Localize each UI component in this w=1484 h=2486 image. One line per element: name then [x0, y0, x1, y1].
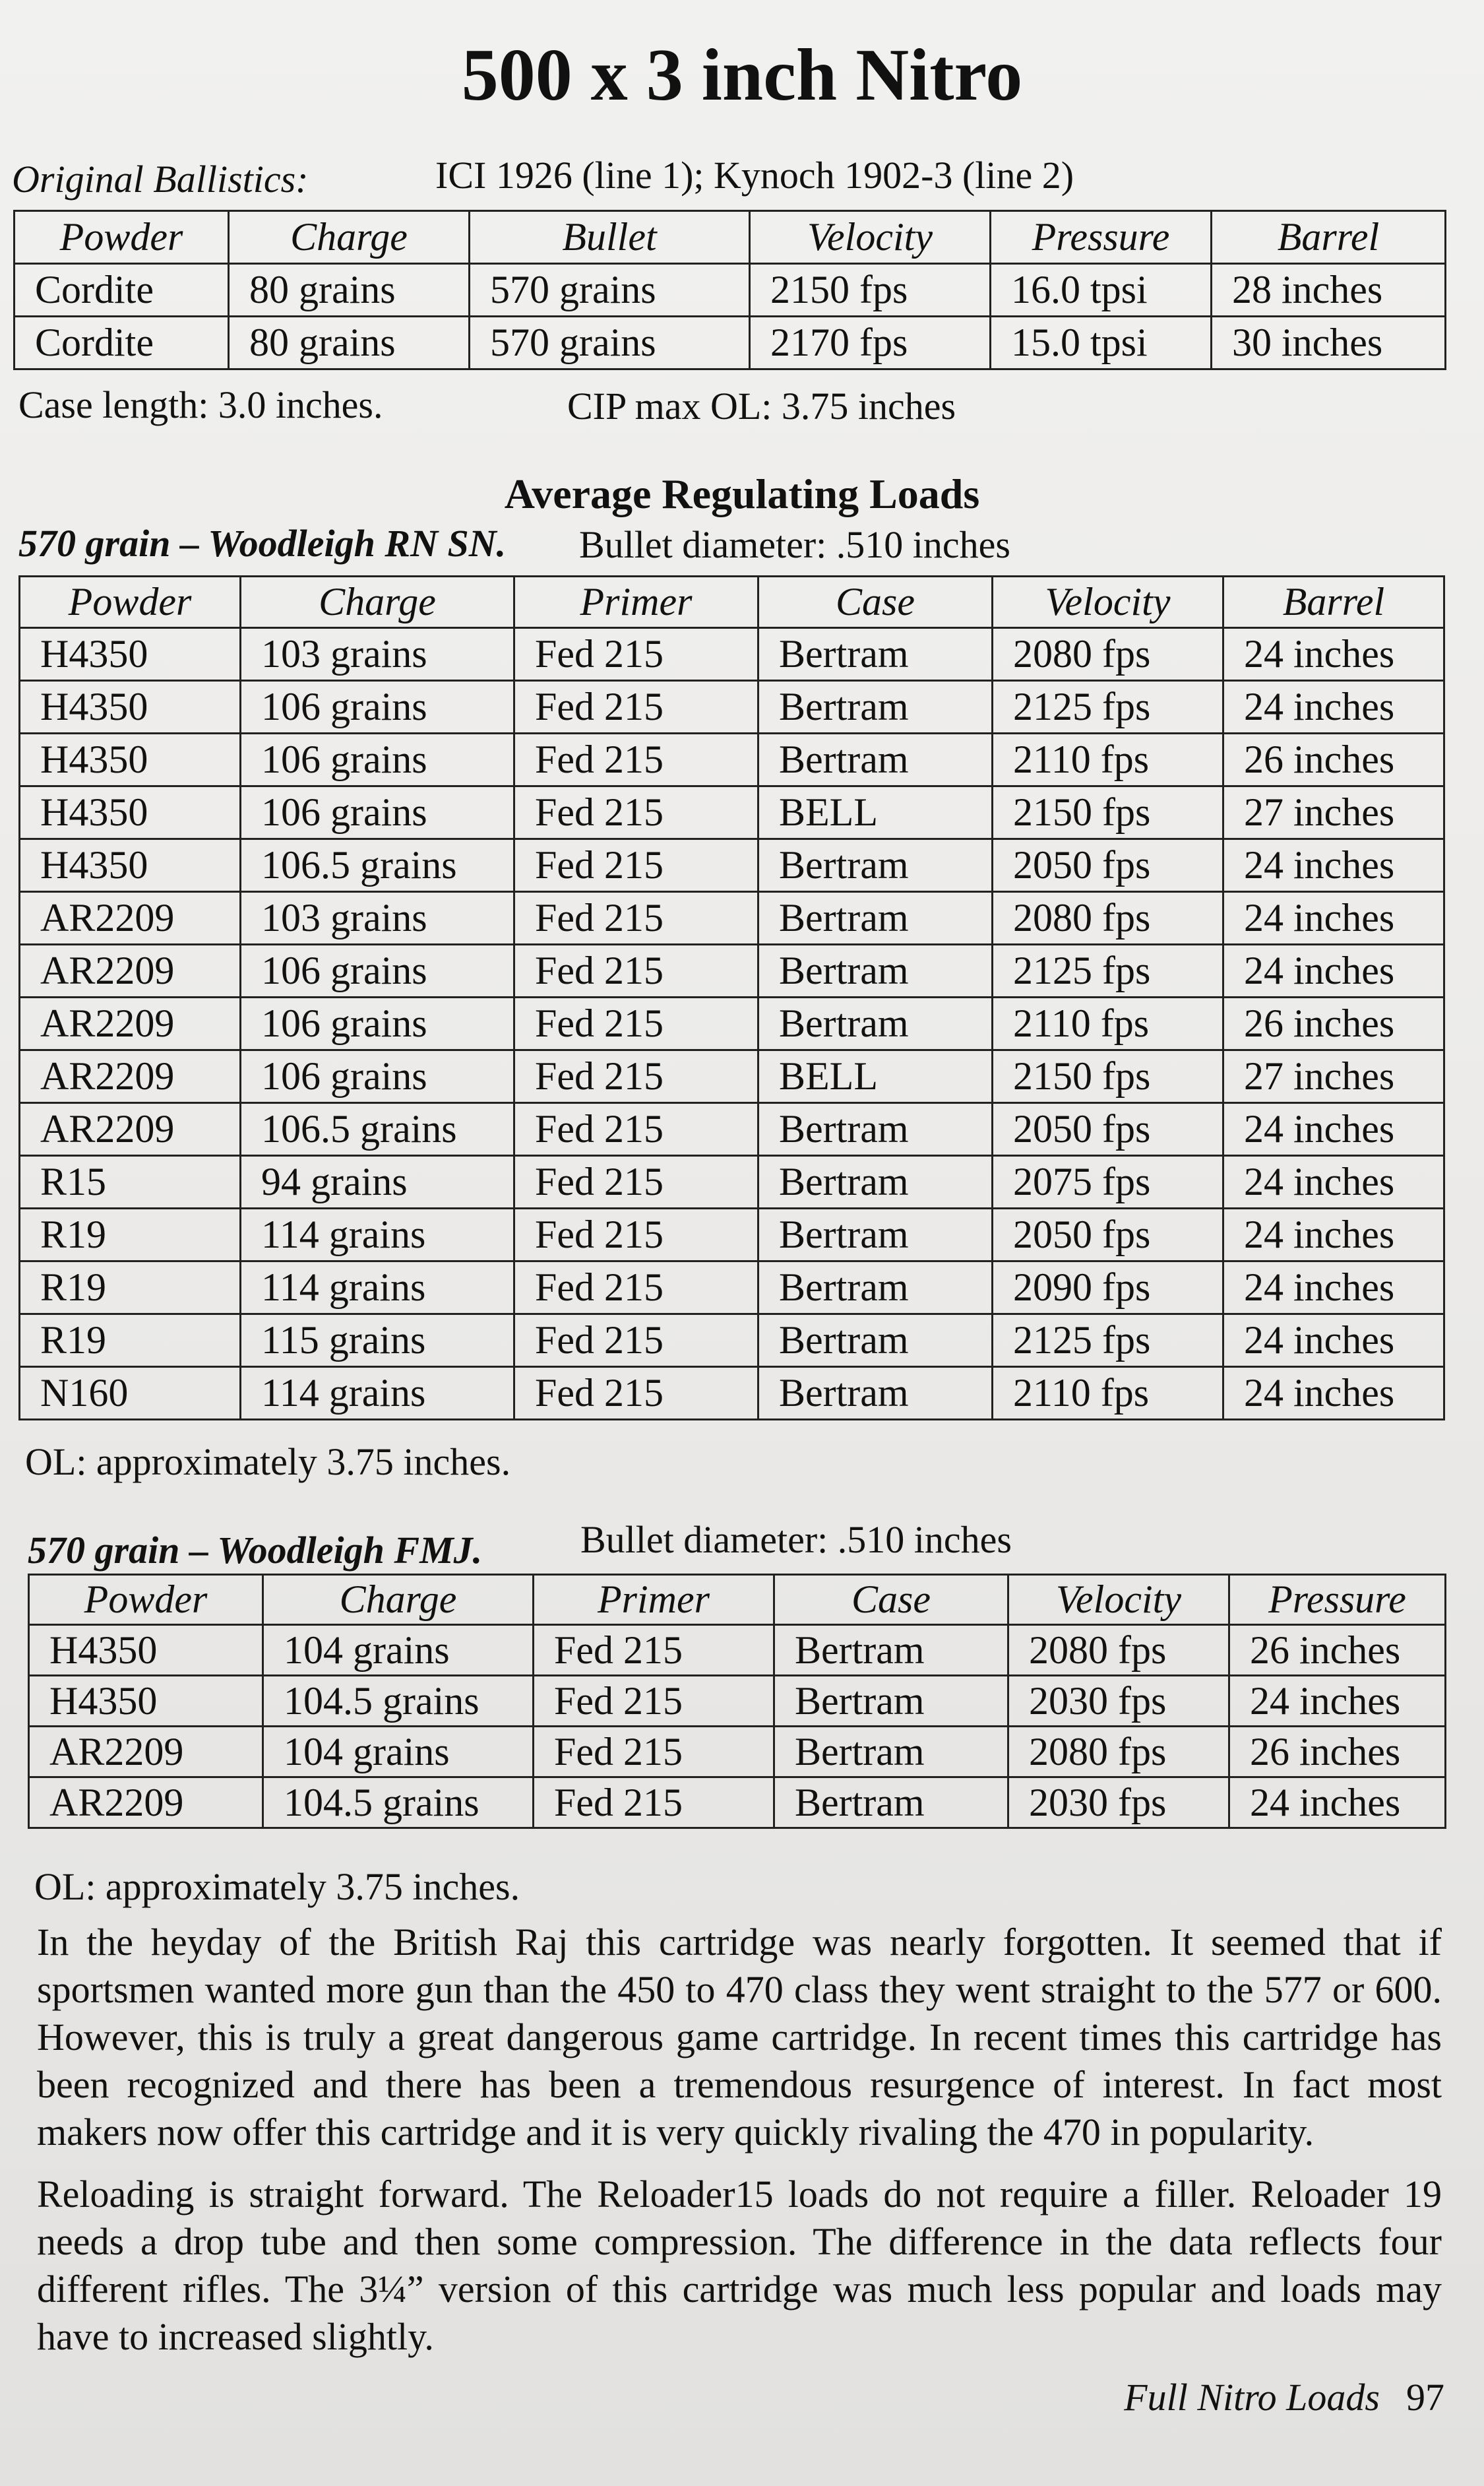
table-cell: Fed 215: [514, 892, 758, 945]
table-row: [20, 1103, 1444, 1156]
table-cell: Bertram: [758, 1314, 993, 1367]
table-cell: Bertram: [758, 734, 993, 786]
table-row: [29, 1676, 1446, 1727]
table-cell: Fed 215: [514, 786, 758, 839]
table-header-row: [15, 211, 1446, 264]
table-cell: AR2209: [20, 998, 241, 1050]
table-cell: AR2209: [29, 1727, 263, 1777]
table-cell: 2030 fps: [1008, 1777, 1229, 1828]
header-cell: Powder: [15, 211, 229, 264]
table-cell: Bertram: [774, 1727, 1008, 1777]
table-row: [20, 1050, 1444, 1103]
table-cell: 106.5 grains: [241, 1103, 514, 1156]
header-cell: Bullet: [470, 211, 750, 264]
table-cell: Fed 215: [534, 1777, 774, 1828]
table-cell: 26 inches: [1223, 734, 1444, 786]
table-cell: H4350: [20, 734, 241, 786]
table-row: [20, 839, 1444, 892]
regulating-loads-heading: Average Regulating Loads: [504, 470, 980, 517]
table-cell: AR2209: [20, 892, 241, 945]
cip-max-note: CIP max OL: 3.75 inches: [567, 385, 956, 428]
header-cell: Velocity: [993, 577, 1223, 628]
table-cell: 94 grains: [241, 1156, 514, 1209]
table-cell: AR2209: [20, 1050, 241, 1103]
header-cell: Velocity: [1008, 1575, 1229, 1625]
fmj-bullet-label: 570 grain – Woodleigh FMJ.: [28, 1529, 483, 1572]
table-row: [15, 264, 1446, 317]
table-cell: Fed 215: [534, 1727, 774, 1777]
table-cell: Fed 215: [514, 1314, 758, 1367]
table-cell: Fed 215: [514, 1050, 758, 1103]
table-cell: 30 inches: [1212, 317, 1446, 369]
table-cell: 106 grains: [241, 786, 514, 839]
table-cell: 24 inches: [1223, 839, 1444, 892]
table-cell: Fed 215: [514, 1261, 758, 1314]
page-title: 500 x 3 inch Nitro: [461, 34, 1023, 116]
table-cell: Fed 215: [514, 1156, 758, 1209]
table-cell: 24 inches: [1223, 1261, 1444, 1314]
header-cell: Velocity: [750, 211, 991, 264]
header-cell: Charge: [241, 577, 514, 628]
table-cell: 80 grains: [229, 317, 470, 369]
table-cell: 104.5 grains: [263, 1777, 534, 1828]
table-cell: Fed 215: [514, 1209, 758, 1261]
table-cell: 24 inches: [1229, 1676, 1446, 1727]
table-cell: R15: [20, 1156, 241, 1209]
table-cell: 2125 fps: [993, 1314, 1223, 1367]
table-row: [20, 998, 1444, 1050]
header-cell: Charge: [229, 211, 470, 264]
fmj-ol-note: OL: approximately 3.75 inches.: [34, 1865, 520, 1908]
table-cell: Fed 215: [514, 681, 758, 734]
header-cell: Powder: [20, 577, 241, 628]
table-cell: H4350: [20, 786, 241, 839]
table-row: [20, 786, 1444, 839]
header-cell: Primer: [534, 1575, 774, 1625]
table-cell: 26 inches: [1229, 1625, 1446, 1676]
table-cell: 103 grains: [241, 628, 514, 681]
page-number: 97: [1406, 2376, 1444, 2419]
table-cell: 80 grains: [229, 264, 470, 317]
table-cell: 24 inches: [1223, 1209, 1444, 1261]
table-cell: Fed 215: [514, 945, 758, 998]
body-paragraph-1: In the heyday of the British Raj this cartridge was nearly forgotten. It seemed that if sportsmen wanted more gun than the 450 to 470 class they went straight to the 577 or 600. However, this is truly a great dangerous game cartridge. In recent times this cartridge has been recognized and there has been a tremendous resurgence of interest. In fact most makers now offer this cartridge and it is very quickly rivaling the 470 in popularity.: [37, 1921, 1442, 2153]
table-header-row: [29, 1575, 1446, 1625]
table-cell: 2150 fps: [993, 786, 1223, 839]
table-cell: BELL: [758, 786, 993, 839]
table-cell: 2125 fps: [993, 681, 1223, 734]
table-cell: 2150 fps: [750, 264, 991, 317]
table-cell: 2110 fps: [993, 998, 1223, 1050]
table-cell: 24 inches: [1223, 1156, 1444, 1209]
original-ballistics-source: ICI 1926 (line 1); Kynoch 1902-3 (line 2): [435, 154, 1074, 197]
table-cell: 15.0 tpsi: [991, 317, 1212, 369]
fmj-loads-table: [28, 1574, 1446, 1829]
table-cell: BELL: [758, 1050, 993, 1103]
header-cell: Barrel: [1212, 211, 1446, 264]
table-cell: H4350: [20, 628, 241, 681]
table-cell: 2050 fps: [993, 1209, 1223, 1261]
table-cell: Bertram: [758, 628, 993, 681]
table-cell: Bertram: [774, 1676, 1008, 1727]
table-cell: Bertram: [758, 1261, 993, 1314]
body-paragraph-2: Reloading is straight forward. The Reloader15 loads do not require a filler. Reloader 19 needs a drop tube and then some compression. The difference in the data reflects four different rifles. The 3¼” version of this cartridge was much less popular and loads may have to increased slightly.: [37, 2173, 1442, 2358]
table-cell: Bertram: [758, 1156, 993, 1209]
table-cell: 2150 fps: [993, 1050, 1223, 1103]
header-cell: Pressure: [1229, 1575, 1446, 1625]
table-cell: H4350: [29, 1676, 263, 1727]
table-row: [20, 1156, 1444, 1209]
table-cell: R19: [20, 1261, 241, 1314]
header-cell: Case: [758, 577, 993, 628]
table-cell: AR2209: [20, 945, 241, 998]
table-cell: 16.0 tpsi: [991, 264, 1212, 317]
table-cell: N160: [20, 1367, 241, 1420]
table-cell: Bertram: [758, 945, 993, 998]
table-cell: 24 inches: [1223, 892, 1444, 945]
table-cell: 26 inches: [1223, 998, 1444, 1050]
table-cell: 106 grains: [241, 681, 514, 734]
table-row: [15, 317, 1446, 369]
table-cell: 106.5 grains: [241, 839, 514, 892]
regulating-loads-table: [18, 575, 1445, 1420]
table-cell: 2075 fps: [993, 1156, 1223, 1209]
table-cell: Fed 215: [514, 839, 758, 892]
table-cell: 106 grains: [241, 734, 514, 786]
table-row: [29, 1777, 1446, 1828]
table-cell: Bertram: [758, 839, 993, 892]
table-cell: Bertram: [758, 998, 993, 1050]
table-cell: 114 grains: [241, 1367, 514, 1420]
table-cell: AR2209: [20, 1103, 241, 1156]
table-row: [20, 945, 1444, 998]
table-cell: 2050 fps: [993, 839, 1223, 892]
table-cell: H4350: [20, 681, 241, 734]
table-cell: 24 inches: [1223, 945, 1444, 998]
table-cell: Bertram: [758, 1367, 993, 1420]
table-cell: 104.5 grains: [263, 1676, 534, 1727]
table-cell: 2080 fps: [993, 892, 1223, 945]
regulating-bullet-diameter: Bullet diameter: .510 inches: [579, 523, 1010, 566]
table-cell: 2090 fps: [993, 1261, 1223, 1314]
page-footer: [1124, 2375, 1444, 2419]
table-cell: Fed 215: [534, 1625, 774, 1676]
table-cell: 114 grains: [241, 1209, 514, 1261]
table-cell: 106 grains: [241, 945, 514, 998]
table-row: [20, 734, 1444, 786]
table-cell: 26 inches: [1229, 1727, 1446, 1777]
table-cell: 2030 fps: [1008, 1676, 1229, 1727]
header-cell: Pressure: [991, 211, 1212, 264]
original-ballistics-table: [13, 210, 1446, 370]
table-cell: 106 grains: [241, 998, 514, 1050]
table-cell: 2110 fps: [993, 734, 1223, 786]
table-row: [29, 1625, 1446, 1676]
table-cell: 2050 fps: [993, 1103, 1223, 1156]
table-cell: Bertram: [758, 892, 993, 945]
table-cell: 2080 fps: [993, 628, 1223, 681]
table-cell: 570 grains: [470, 264, 750, 317]
table-cell: 2170 fps: [750, 317, 991, 369]
table-cell: 24 inches: [1223, 628, 1444, 681]
table-cell: 24 inches: [1223, 681, 1444, 734]
table-cell: 104 grains: [263, 1625, 534, 1676]
header-cell: Case: [774, 1575, 1008, 1625]
table-cell: Fed 215: [514, 998, 758, 1050]
table-cell: Fed 215: [514, 1103, 758, 1156]
table-row: [29, 1727, 1446, 1777]
table-header-row: [20, 577, 1444, 628]
regulating-ol-note: OL: approximately 3.75 inches.: [25, 1440, 511, 1483]
table-cell: Bertram: [774, 1777, 1008, 1828]
table-row: [20, 628, 1444, 681]
table-cell: Fed 215: [514, 1367, 758, 1420]
footer-section-title: Full Nitro Loads: [1124, 2376, 1380, 2419]
table-cell: 2080 fps: [1008, 1625, 1229, 1676]
original-ballistics-label: Original Ballistics:: [12, 158, 309, 201]
table-cell: Bertram: [758, 1209, 993, 1261]
table-cell: Fed 215: [534, 1676, 774, 1727]
case-length-note: Case length: 3.0 inches.: [18, 383, 383, 426]
table-cell: AR2209: [29, 1777, 263, 1828]
table-cell: 104 grains: [263, 1727, 534, 1777]
table-cell: Bertram: [758, 1103, 993, 1156]
table-row: [20, 1367, 1444, 1420]
table-cell: 103 grains: [241, 892, 514, 945]
table-cell: 27 inches: [1223, 786, 1444, 839]
header-cell: Powder: [29, 1575, 263, 1625]
table-cell: 2125 fps: [993, 945, 1223, 998]
table-cell: 28 inches: [1212, 264, 1446, 317]
header-cell: Charge: [263, 1575, 534, 1625]
table-cell: 114 grains: [241, 1261, 514, 1314]
table-cell: R19: [20, 1209, 241, 1261]
table-row: [20, 1261, 1444, 1314]
fmj-bullet-diameter: Bullet diameter: .510 inches: [580, 1518, 1012, 1561]
table-cell: Fed 215: [514, 628, 758, 681]
table-cell: H4350: [20, 839, 241, 892]
table-cell: 115 grains: [241, 1314, 514, 1367]
table-cell: Cordite: [15, 264, 229, 317]
table-cell: Cordite: [15, 317, 229, 369]
table-cell: 2110 fps: [993, 1367, 1223, 1420]
table-cell: R19: [20, 1314, 241, 1367]
regulating-bullet-label: 570 grain – Woodleigh RN SN.: [18, 522, 507, 565]
table-cell: 570 grains: [470, 317, 750, 369]
table-cell: Bertram: [774, 1625, 1008, 1676]
table-cell: Bertram: [758, 681, 993, 734]
table-cell: 24 inches: [1223, 1314, 1444, 1367]
table-cell: 24 inches: [1223, 1103, 1444, 1156]
table-row: [20, 1209, 1444, 1261]
table-cell: 2080 fps: [1008, 1727, 1229, 1777]
table-row: [20, 681, 1444, 734]
header-cell: Primer: [514, 577, 758, 628]
table-row: [20, 1314, 1444, 1367]
table-cell: 106 grains: [241, 1050, 514, 1103]
table-cell: 24 inches: [1229, 1777, 1446, 1828]
header-cell: Barrel: [1223, 577, 1444, 628]
table-cell: H4350: [29, 1625, 263, 1676]
table-cell: 27 inches: [1223, 1050, 1444, 1103]
table-cell: 24 inches: [1223, 1367, 1444, 1420]
table-row: [20, 892, 1444, 945]
table-cell: Fed 215: [514, 734, 758, 786]
